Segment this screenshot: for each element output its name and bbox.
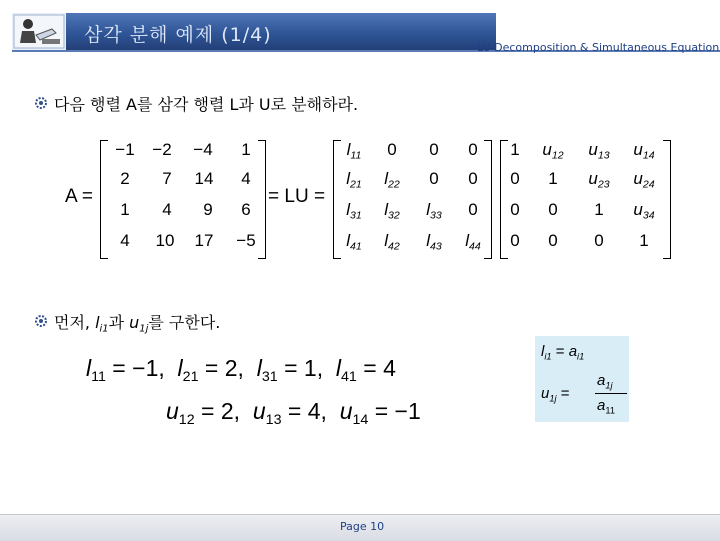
matrix-cell: −1 xyxy=(115,140,135,159)
matrix-cell: $l_{33}$ xyxy=(426,200,442,222)
formula-line: $l_{i1} = a_{i1}$ xyxy=(541,343,585,362)
bullet-var: l xyxy=(95,313,100,332)
matrix-cell: $u_{23}$ xyxy=(588,169,610,191)
matrix-cell: $l_{11}$ xyxy=(346,140,362,162)
mid-label: = LU = xyxy=(268,186,326,207)
matrix-cell: 1 xyxy=(594,200,604,219)
bullet-var: u xyxy=(129,313,140,332)
matrix-cell: $u_{24}$ xyxy=(633,169,655,191)
page-title: 삼각 분해 예제 (1/4) xyxy=(84,24,272,46)
matrix-cell: 0 xyxy=(510,200,520,219)
matrix-cell: 1 xyxy=(120,200,130,219)
matrix-cell: 6 xyxy=(241,200,251,219)
bullet-item xyxy=(54,92,358,115)
matrix-cell: $u_{13}$ xyxy=(588,140,610,162)
matrix-cell: 0 xyxy=(468,169,478,188)
matrix-cell: −5 xyxy=(236,231,256,250)
page-number: Page 10 xyxy=(340,520,385,533)
bracket-left xyxy=(100,140,108,259)
lhs-label: A = xyxy=(65,186,93,207)
matrix-cell: 7 xyxy=(162,169,172,188)
matrix-cell: $u_{34}$ xyxy=(633,200,655,222)
bullet-item xyxy=(54,310,220,334)
matrix-cell: $l_{42}$ xyxy=(384,231,400,253)
matrix-cell: $l_{31}$ xyxy=(346,200,362,222)
matrix-cell: 4 xyxy=(120,231,130,250)
matrix-cell: 9 xyxy=(203,200,213,219)
fraction-bar xyxy=(595,393,627,394)
matrix-cell: −4 xyxy=(193,140,213,159)
matrix-cell: 10 xyxy=(155,231,175,250)
bullet-prefix: 먼저, xyxy=(54,313,96,332)
matrix-cell: $l_{44}$ xyxy=(465,231,481,253)
title-bar xyxy=(12,13,496,50)
matrix-cell: 0 xyxy=(468,140,478,159)
matrix-cell: 4 xyxy=(241,169,251,188)
formula-numerator: $a_{1j}$ xyxy=(597,372,613,391)
bullet-sub: 1j xyxy=(139,323,149,335)
matrix-cell: 1 xyxy=(548,169,558,188)
matrix-cell: $u_{14}$ xyxy=(633,140,655,162)
matrix-cell: $l_{32}$ xyxy=(384,200,400,222)
formula-lhs: $u_{1j}$ = xyxy=(541,385,570,404)
matrix-cell: 0 xyxy=(429,169,439,188)
matrix-cell: $l_{41}$ xyxy=(346,231,362,253)
matrix-cell: −2 xyxy=(152,140,172,159)
result-line-l: $l_{11} = -1$, $l_{21} = 2$, $l_{31} = 1$, $l_{41} = 4$ xyxy=(86,355,396,385)
matrix-cell: 0 xyxy=(468,200,478,219)
matrix-cell: 2 xyxy=(120,169,130,188)
matrix-cell: 17 xyxy=(194,231,214,250)
matrix-cell: 14 xyxy=(194,169,214,188)
matrix-cell: 4 xyxy=(162,200,172,219)
gear-bullet-icon xyxy=(34,95,48,114)
header-subtitle: LU Decomposition & Simultaneous Equation xyxy=(477,41,720,54)
matrix-cell: 0 xyxy=(510,169,520,188)
matrix-cell: 1 xyxy=(241,140,251,159)
matrix-cell: 0 xyxy=(510,231,520,250)
formula-box xyxy=(535,336,629,422)
result-line-u: $u_{12} = 2$, $u_{13} = 4$, $u_{14} = -1$ xyxy=(166,398,421,428)
bullet-mid: 과 xyxy=(108,313,130,332)
matrix-cell: 0 xyxy=(548,231,558,250)
bullet-sub: i1 xyxy=(99,323,109,335)
bullet-text: 다음 행렬 A를 삼각 행렬 L과 U로 분해하라. xyxy=(54,95,359,114)
formula-denominator: $a_{11}$ xyxy=(597,397,615,416)
bullet-suffix: 를 구한다. xyxy=(148,313,221,332)
matrix-cell: 1 xyxy=(510,140,520,159)
gear-bullet-icon xyxy=(34,313,48,332)
matrix-cell: $l_{21}$ xyxy=(346,169,362,191)
matrix-cell: 1 xyxy=(639,231,649,250)
matrix-cell: 0 xyxy=(429,140,439,159)
matrix-cell: $u_{12}$ xyxy=(542,140,564,162)
matrix-cell: $l_{43}$ xyxy=(426,231,442,253)
matrix-cell: 0 xyxy=(387,140,397,159)
matrix-cell: 0 xyxy=(548,200,558,219)
teacher-logo-icon xyxy=(12,13,66,50)
bracket-right xyxy=(663,140,671,259)
matrix-cell: 0 xyxy=(594,231,604,250)
matrix-cell: $l_{22}$ xyxy=(384,169,400,191)
